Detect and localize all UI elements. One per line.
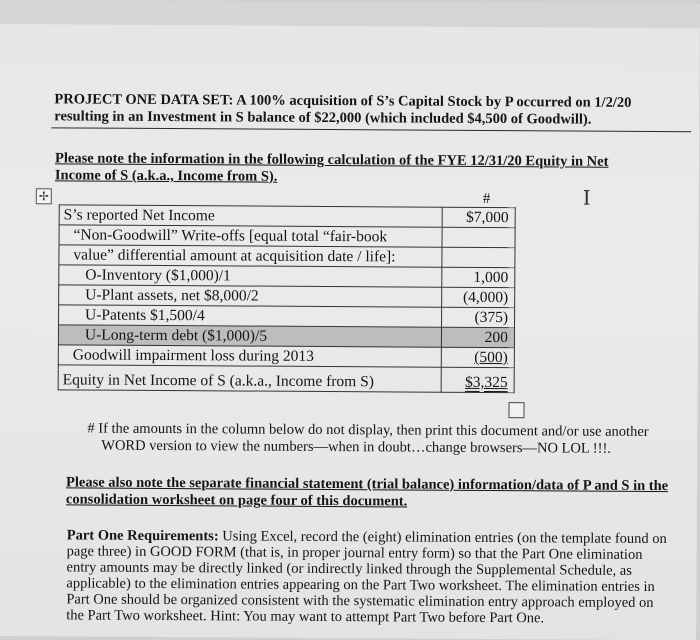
table-row — [59, 305, 515, 328]
row-description: S’s reported Net Income — [59, 205, 442, 227]
table-row — [59, 225, 515, 248]
table-row — [59, 265, 515, 288]
row-description: U-Long-term debt ($1,000)/5 — [58, 325, 441, 347]
table-row — [59, 205, 515, 228]
note-line-1: Please note the information in the following calculation of the FYE 12/31/20 Equity in Net — [54, 150, 609, 170]
table-row-total — [58, 365, 514, 393]
row-amount — [442, 227, 515, 247]
row-description: Equity in Net Income of S (a.k.a., Income from S) — [58, 365, 441, 392]
requirements-line-2: page three) in GOOD FORM (that is, in proper journal entry form) so that the Part One elimination — [66, 543, 643, 563]
requirements-line-3: entry amounts may be directly linked (or indirectly linked through the Supplemental Schedule, as — [66, 559, 632, 579]
row-amount: (500) — [441, 347, 514, 367]
requirements-line-4: applicable) to the elimination entries appearing on the Part Two worksheet. The elimination entries in — [66, 575, 655, 596]
row-amount: (375) — [442, 307, 515, 327]
amount-column-header: # — [482, 190, 491, 207]
row-amount: $3,325 — [441, 367, 514, 392]
header-line-2: resulting in an Investment in S balance of $22,000 (which included $4,500 of Goodwill). — [54, 108, 592, 128]
equity-calculation-table — [58, 204, 516, 393]
row-description: “Non-Goodwill” Write-offs [equal total “fair-book — [59, 225, 442, 247]
also-note-line-1: Please also note the separate financial statement (trial balance) information/data of P and S in the — [66, 474, 669, 495]
row-description: O-Inventory ($1,000)/1 — [59, 265, 442, 287]
requirements-line-5: Part One should be organized consistent with the systematic elimination entry approach employed on — [66, 591, 654, 612]
footnote-line-2: WORD version to view the numbers—when in doubt…change browsers—NO LOL !!!. — [101, 437, 612, 457]
row-amount: 1,000 — [442, 267, 515, 287]
requirements-label: Part One Requirements: — [66, 527, 219, 545]
row-amount — [442, 247, 515, 267]
footnote-line-1: # If the amounts in the column below do not display, then print this document and/or use another — [87, 420, 649, 440]
text-cursor-icon: I — [582, 185, 591, 210]
note-line-2: Income of S (a.k.a., Income from S). — [54, 167, 278, 185]
row-amount: $7,000 — [442, 207, 515, 227]
top-margin — [0, 0, 700, 28]
checkbox[interactable] — [508, 402, 524, 418]
row-description: U-Plant assets, net $8,000/2 — [59, 285, 442, 307]
requirements-text: Using Excel, record the (eight) elimination entries (on the template found on — [222, 528, 667, 548]
table-row — [58, 345, 514, 368]
header-line-1: PROJECT ONE DATA SET: A 100% acquisition of S’s Capital Stock by P occurred on 1/2/20 — [54, 91, 632, 111]
row-amount: 200 — [441, 327, 514, 347]
table-row — [59, 245, 515, 268]
header-rule — [51, 127, 691, 132]
row-description: U-Patents $1,500/4 — [59, 305, 442, 327]
also-note-line-2: consolidation worksheet on page four of this document. — [65, 491, 408, 510]
row-description: Goodwill impairment loss during 2013 — [58, 345, 441, 367]
row-amount: (4,000) — [442, 287, 515, 307]
requirements-line-6: the Part Two worksheet. Hint: You may want to attempt Part Two before Part One. — [66, 607, 545, 627]
table-row-selected — [58, 325, 514, 348]
table-move-handle-icon[interactable]: ✢ — [36, 188, 52, 204]
row-description: value” differential amount at acquisition date / life]: — [59, 245, 442, 267]
table-row — [59, 285, 515, 308]
